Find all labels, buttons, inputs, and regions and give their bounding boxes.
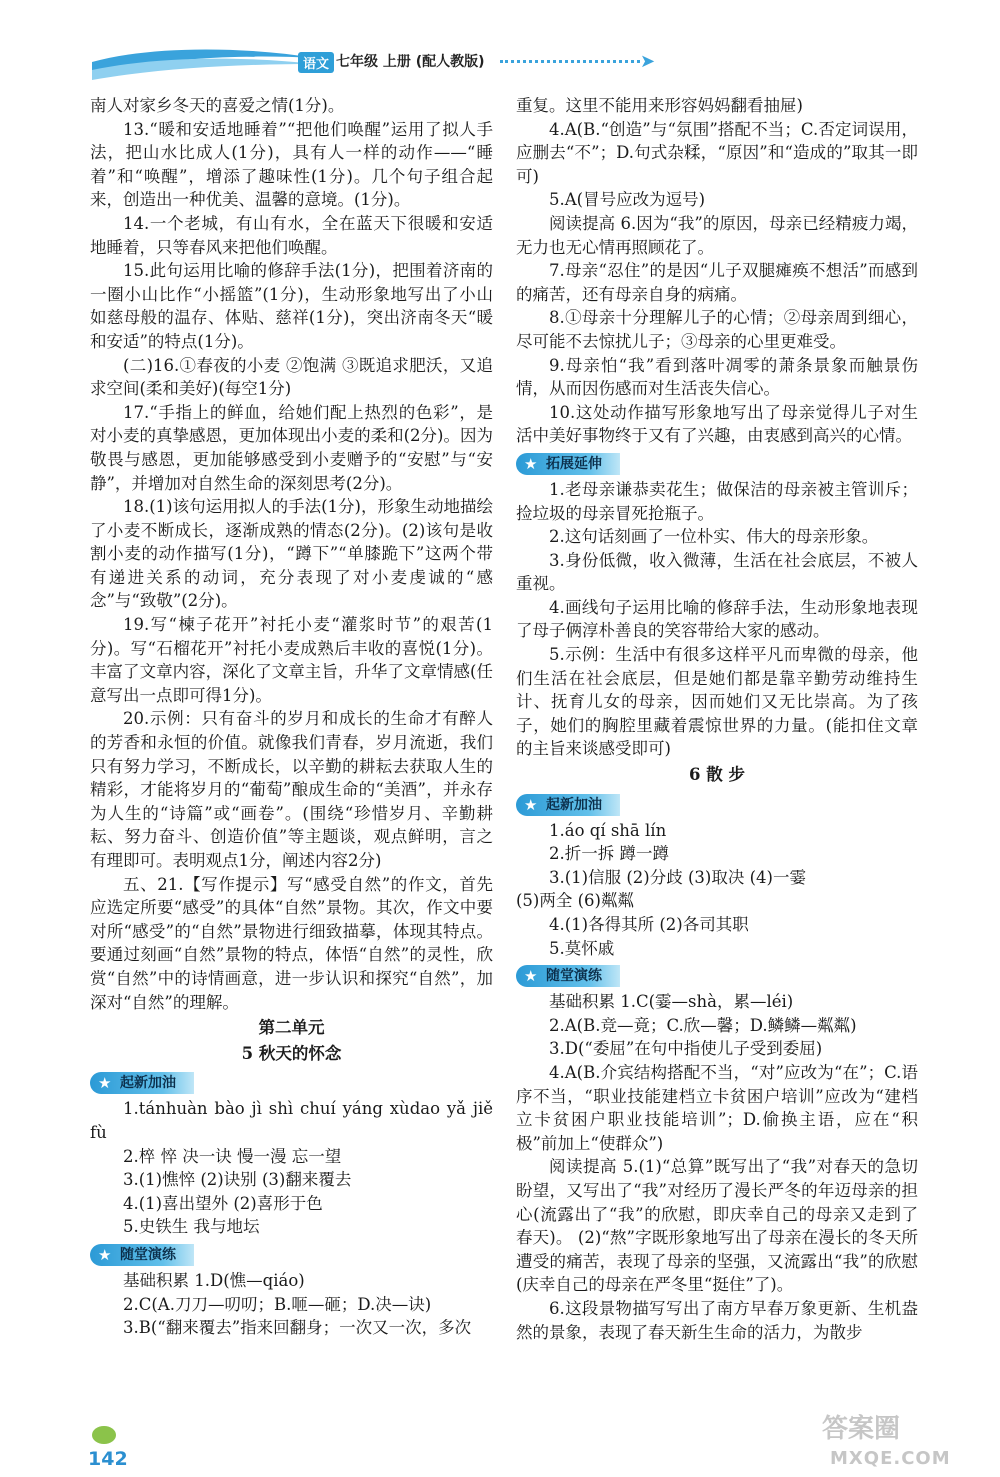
dotted-line <box>500 60 640 63</box>
swoosh-decoration <box>90 40 320 82</box>
answer-item: 基础积累 1.C(霎—shà，累—léi) <box>549 992 794 1012</box>
apple-icon <box>92 1426 116 1444</box>
answer-item: 阅读提高 5.(1)“总算”既写出了“我”对春天的急切盼望，又写出了“我”对经历了漫长严冬的年迈母亲的担心(流露出了“我”的欣慰，即庆幸自己的母亲又走到了春天)。 (2)“熬”字既形象地写出了母亲在漫长的冬天所遭受的痛苦，表现了母亲的坚强，又流露出“我”的欣慰(庆幸自己的母亲在严冬里“挺住”了)。 <box>516 1157 918 1295</box>
section-tag-label: 随堂演练 <box>546 968 602 985</box>
page-number <box>88 1448 128 1470</box>
section-tag-label: 起新加油 <box>546 796 602 813</box>
answer-item: 19.写“楝子花开”衬托小麦“灌浆时节”的艰苦(1分)。写“石榴花开”衬托小麦成熟后丰收的喜悦(1分)。丰富了文章内容，深化了文章主旨，升华了文章情感(任意写出一点即可得1分)。 <box>90 615 493 705</box>
section-tag-label: 随堂演练 <box>120 1246 176 1263</box>
answer-item: 1.老母亲谦恭卖花生；做保洁的母亲被主管训斥；捡垃圾的母亲冒死抢瓶子。 <box>516 479 918 523</box>
watermark-url: MXQE.COM <box>830 1448 951 1469</box>
answer-item: 13.“暖和安适地睡着”“把他们唤醒”运用了拟人手法，把山水比成人(1分)，具有人一样的动作——“睡着”和“唤醒”，增添了趣味性(1分)。几个句子组合起来，创造出一种优美、温馨的意境。(1分)。 <box>90 119 493 210</box>
paragraph: 重复。这里不能用来形容妈妈翻看抽屉) <box>516 96 803 115</box>
answer-item: 基础积累 1.D(憔—qiáo) <box>123 1270 305 1290</box>
star-icon: ★ <box>524 454 538 473</box>
answer-item: 2.折一拆 蹲一蹲 <box>549 844 669 864</box>
answer-item: 5.A(冒号应改为逗号) <box>549 190 706 210</box>
answer-item: 4.画线句子运用比喻的修辞手法，生动形象地表现了母子俩淳朴善良的笑容带给大家的感动。 <box>516 597 918 641</box>
page-number-text: 142 <box>88 1448 128 1470</box>
answer-item: 1.áo qí shā lín <box>549 820 667 840</box>
section-tag-row <box>516 448 918 478</box>
answer-item: 5.莫怀戚 <box>549 938 615 958</box>
answer-item: 5.示例：生活中有很多这样平凡而卑微的母亲，他们生活在社会底层，但是她们都是靠辛勤劳动维持生计、抚育儿女的母亲，因而她们又无比崇高。为了孩子，她们的胸腔里藏着震惊世界的力量。(能扣住文章的主旨来谈感受即可) <box>516 645 918 759</box>
section-title: 6 散 步 <box>689 765 745 785</box>
section-tag-row <box>90 1239 493 1269</box>
answer-item: 10.这处动作描写形象地写出了母亲觉得儿子对生活中美好事物终于又有了兴趣，由衷感到高兴的心情。 <box>516 402 918 446</box>
answer-item: 5.史铁生 我与地坛 <box>123 1217 260 1237</box>
answer-item: 2.椊 悴 决一诀 慢一漫 忘一望 <box>123 1146 342 1166</box>
page-header <box>90 40 656 82</box>
answer-item: 20.示例：只有奋斗的岁月和成长的生命才有醉人的芳香和永恒的价值。就像我们青春，岁月流逝，我们只有努力学习，不断成长，以辛勤的耕耘去获取人生的精彩，才能将岁月的“葡萄”酿成生命的“美酒”，并永存为人生的“诗篇”或“画卷”。(围绕“珍惜岁月、辛勤耕耘、努力奋斗、创造价值”等主题谈，观点鲜明，言之有理即可。表明观点1分，阐述内容2分) <box>90 709 493 870</box>
section-tag-row <box>90 1067 493 1097</box>
star-icon: ★ <box>524 795 538 814</box>
answer-item: (二)16.①春夜的小麦 ②饱满 ③既追求肥沃，又追求空间(柔和美好)(每空1分) <box>90 355 493 399</box>
section-tag-row <box>516 960 918 990</box>
answer-item: 2.C(A.刀刀—叨叨；B.咂—砸；D.决—诀) <box>123 1294 432 1314</box>
answer-item: 7.母亲“忍住”的是因“儿子双腿瘫痪不想活”而感到的痛苦，还有母亲自身的病痛。 <box>516 261 918 304</box>
left-column <box>90 94 493 1340</box>
answer-item: 4.(1)各得其所 (2)各司其职 <box>549 915 749 934</box>
subject-badge: 语文 <box>298 52 334 73</box>
answer-item: 1.tánhuàn bào jì shì chuí yáng xùdao yǎ jiě fù <box>90 1099 493 1142</box>
section-tag <box>516 453 620 475</box>
answer-item: 五、21.【写作提示】写“感受自然”的作文，首先应选定所要“感受”的具体“自然”景物。其次，作文中要对所“感受”的“自然”景物进行细致描摹，体现其特点。要通过刻画“自然”景物的特点，体悟“自然”的灵性，欣赏“自然”中的诗情画意，进一步认识和探究“自然”，加深对“自然”的理解。 <box>90 874 493 1012</box>
answer-item: 4.A(B.介宾结构搭配不当，“对”应改为“在”；C.语序不当，“职业技能建档立卡贫困户培训”应改为“建档立卡贫困户职业技能培训”；D.偷换主语，应在“积极”前加上“使群众”) <box>516 1062 918 1153</box>
section-tag <box>90 1072 194 1094</box>
answer-item: 3.B(“翻来覆去”指来回翻身；一次又一次，多次 <box>123 1318 472 1338</box>
answer-item: 4.(1)喜出望外 (2)喜形于色 <box>123 1193 323 1213</box>
answer-item: 3.(1)憔悴 (2)诀别 (3)翻来覆去 <box>123 1170 352 1190</box>
star-icon: ★ <box>98 1074 112 1093</box>
section-tag <box>516 794 620 816</box>
watermark <box>822 1408 982 1468</box>
arrow-icon: ➤ <box>640 51 656 72</box>
section-tag-label: 起新加油 <box>120 1075 176 1092</box>
answer-item: 3.(1)信服 (2)分歧 (3)取决 (4)一霎 <box>549 867 806 887</box>
answer-item: 9.母亲怕“我”看到落叶凋零的萧条景象而触景伤情，从而因伤感而对生活丧失信心。 <box>516 355 918 399</box>
answer-item: 4.A(B.“创造”与“氛围”搭配不当；C.否定词误用，应删去“不”；D.句式杂糅，“原因”和“造成的”取其一即可) <box>516 119 918 186</box>
paragraph: (5)两全 (6)粼粼 <box>516 891 634 911</box>
section-tag <box>516 965 620 987</box>
answer-item: 阅读提高 6.因为“我”的原因，母亲已经精疲力竭，无力也无心情再照顾花了。 <box>516 213 918 257</box>
section-tag-row <box>516 789 918 819</box>
answer-item: 2.这句话刻画了一位朴实、伟大的母亲形象。 <box>549 527 879 547</box>
section-tag-label: 拓展延伸 <box>546 455 602 472</box>
section-title: 第二单元 <box>258 1018 325 1038</box>
answer-item: 2.A(B.竞—竟；C.欣—馨；D.鳞鳞—粼粼) <box>549 1015 857 1035</box>
section-title: 5 秋天的怀念 <box>241 1043 342 1063</box>
answer-item: 14.一个老城，有山有水，全在蓝天下很暖和安适地睡着，只等春风来把他们唤醒。 <box>90 213 493 257</box>
grade-label: 七年级 上册 (配人教版) <box>336 54 485 70</box>
star-icon: ★ <box>524 967 538 986</box>
paragraph: 南人对家乡冬天的喜爱之情(1分)。 <box>90 96 345 115</box>
watermark-logo: 答案圈 <box>822 1414 901 1444</box>
section-tag <box>90 1244 194 1266</box>
answer-item: 18.(1)该句运用拟人的手法(1分)，形象生动地描绘了小麦不断成长，逐渐成熟的情态(2分)。(2)该句是收割小麦的动作描写(1分)，“蹲下”“单膝跪下”这两个带有递进关系的动词，充分表现了对小麦虔诚的“感念”与“致敬”(2分)。 <box>90 497 493 611</box>
answer-item: 3.身份低微，收入微薄，生活在社会底层，不被人重视。 <box>516 550 918 594</box>
answer-item: 6.这段景物描写写出了南方早春万象更新、生机盎然的景象，表现了春天新生生命的活力，为散步 <box>516 1298 918 1342</box>
right-column <box>516 94 918 1344</box>
answer-item: 8.①母亲十分理解儿子的心情；②母亲周到细心，尽可能不去惊扰儿子；③母亲的心里更难受。 <box>516 308 918 351</box>
answer-item: 15.此句运用比喻的修辞手法(1分)，把围着济南的一圈小山比作“小摇篮”(1分)，生动形象地写出了小山如慈母般的温存、体贴、慈祥(1分)，突出济南冬天“暖和安适”的特点(1分)。 <box>90 261 493 351</box>
answer-item: 17.“手指上的鲜血，给她们配上热烈的色彩”，是对小麦的真挚感恩，更加体现出小麦的柔和(2分)。因为敬畏与感恩，更加能够感受到小麦赠予的“安慰”与“安静”，并增加对自然生命的深刻思考(2分)。 <box>90 402 493 493</box>
star-icon: ★ <box>98 1245 112 1264</box>
answer-item: 3.D(“委屈”在句中指使儿子受到委屈) <box>549 1039 823 1059</box>
